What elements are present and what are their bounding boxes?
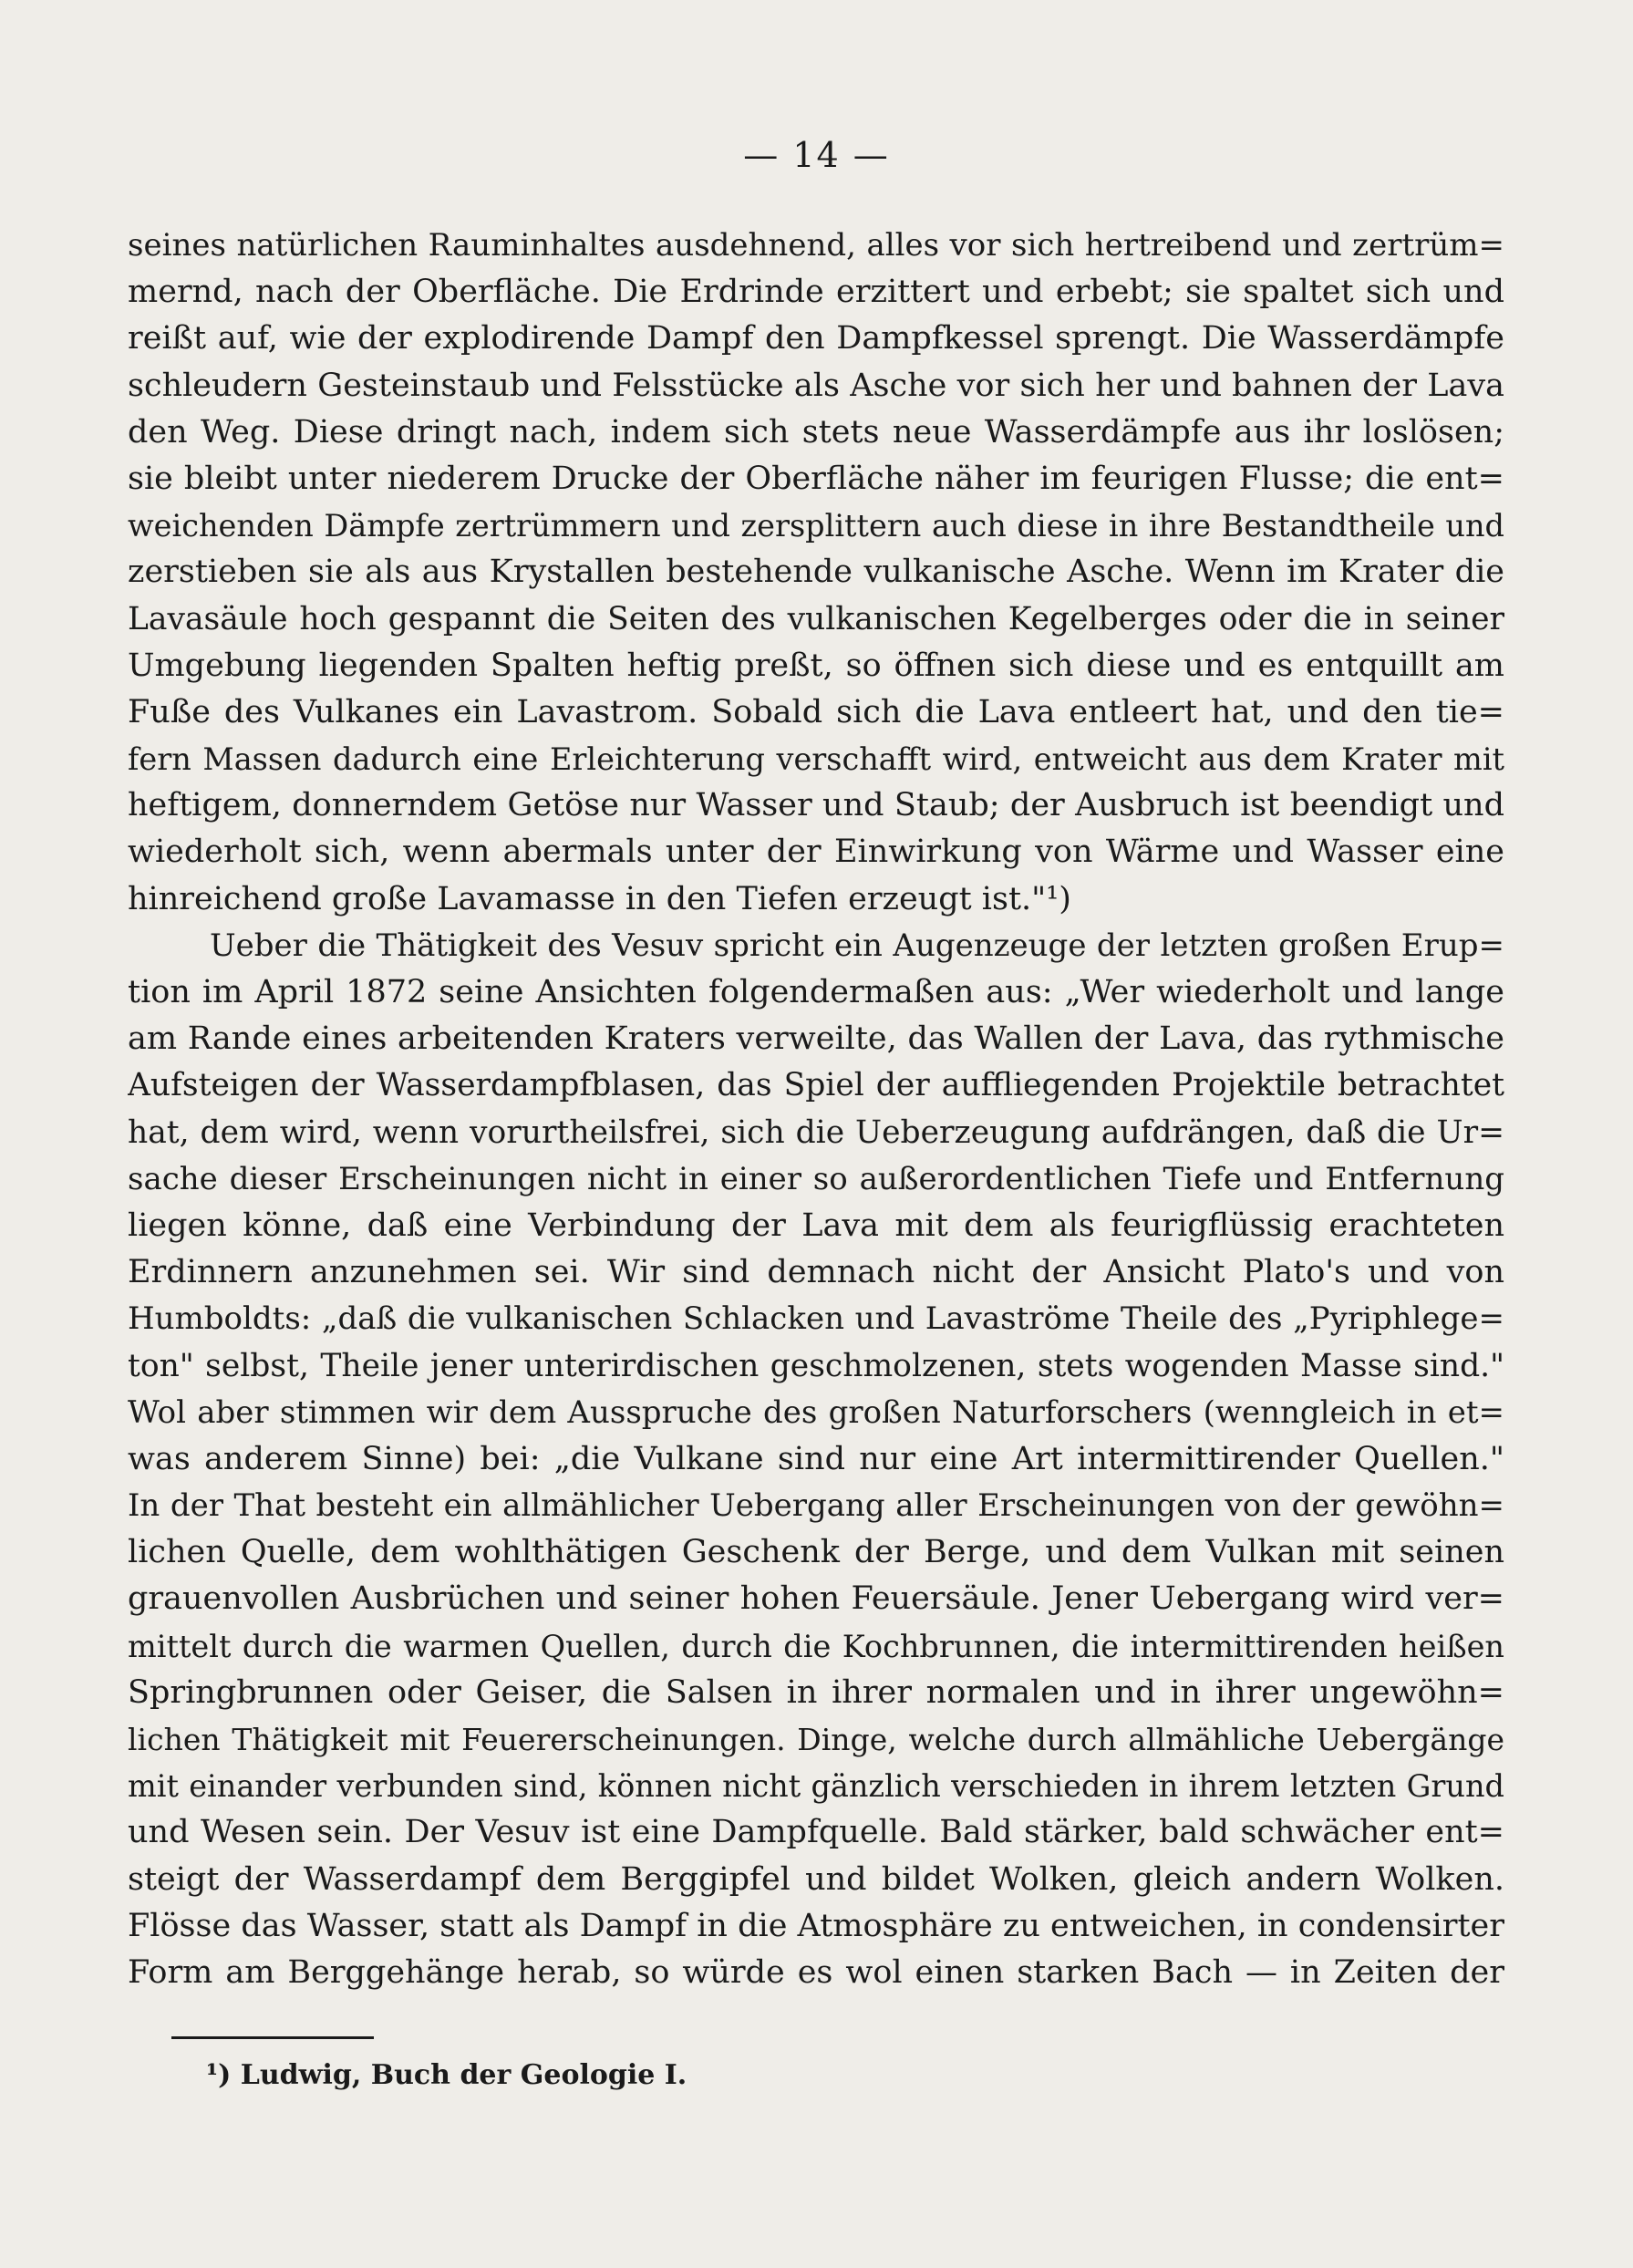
text-line: den Weg. Diese dringt nach, indem sich stets neue Wasserdämpfe aus ihr loslösen; xyxy=(128,413,1504,450)
footnote-rule xyxy=(171,2036,374,2039)
text-line: In der That besteht ein allmählicher Uebergang aller Erscheinungen von der gewöhn= xyxy=(128,1487,1504,1525)
footnote: ¹) Ludwig, Buch der Geologie I. xyxy=(206,2059,687,2091)
text-line: hinreichend große Lavamasse in den Tiefen erzeugt ist."¹) xyxy=(128,880,1071,917)
text-line: Aufsteigen der Wasserdampfblasen, das Spiel der auffliegenden Projektile betrachtet xyxy=(128,1067,1504,1104)
text-line: Wol aber stimmen wir dem Ausspruche des großen Naturforschers (wenngleich in et= xyxy=(128,1393,1504,1431)
text-line: lichen Quelle, dem wohlthätigen Geschenk der Berge, und dem Vulkan mit seinen xyxy=(128,1534,1504,1571)
text-line: Lavasäule hoch gespannt die Seiten des vulkanischen Kegelberges oder die in seiner xyxy=(128,600,1504,637)
text-line: Humboldts: „daß die vulkanischen Schlacken und Lavaströme Theile des „Pyriphlege= xyxy=(128,1300,1504,1338)
text-line: sache dieser Erscheinungen nicht in einer so außerordentlichen Tiefe und Entfernung xyxy=(128,1160,1504,1197)
text-line: ton" selbst, Theile jener unterirdischen geschmolzenen, stets wogenden Masse sind." xyxy=(128,1347,1504,1384)
text-line: liegen könne, daß eine Verbindung der Lava mit dem als feurigflüssig erachteten xyxy=(128,1206,1504,1244)
text-line: reißt auf, wie der explodirende Dampf den Dampfkessel sprengt. Die Wasserdämpfe xyxy=(128,320,1504,357)
text-line: am Rande eines arbeitenden Kraters verweilte, das Wallen der Lava, das rythmische xyxy=(128,1020,1504,1058)
text-line: Flösse das Wasser, statt als Dampf in die Atmosphäre zu entweichen, in condensirter xyxy=(128,1907,1504,1944)
text-line: tion im April 1872 seine Ansichten folgendermaßen aus: „Wer wiederholt und lange xyxy=(128,974,1504,1010)
text-line: hat, dem wird, wenn vorurtheilsfrei, sich die Ueberzeugung aufdrängen, daß die Ur= xyxy=(128,1113,1504,1151)
text-line: grauenvollen Ausbrüchen und seiner hohen Feuersäule. Jener Uebergang wird ver= xyxy=(128,1580,1504,1618)
text-line: Springbrunnen oder Geiser, die Salsen in ihrer normalen und in ihrer ungewöhn= xyxy=(128,1673,1504,1711)
text-line: was anderem Sinne) bei: „die Vulkane sind nur eine Art intermittirender Quellen." xyxy=(128,1440,1504,1477)
text-line: Ueber die Thätigkeit des Vesuv spricht ein Augenzeuge der letzten großen Erup= xyxy=(210,927,1504,964)
text-line: mernd, nach der Oberfläche. Die Erdrinde erzittert und erbebt; sie spaltet sich und xyxy=(128,274,1504,311)
text-line: Fuße des Vulkanes ein Lavastrom. Sobald sich die Lava entleert hat, und den tie= xyxy=(128,693,1504,730)
text-line: fern Massen dadurch eine Erleichterung verschafft wird, entweicht aus dem Krater mit xyxy=(128,741,1504,778)
text-line: wiederholt sich, wenn abermals unter der Einwirkung von Wärme und Wasser eine xyxy=(128,834,1504,871)
text-line: schleudern Gesteinstaub und Felsstücke als Asche vor sich her und bahnen der Lava xyxy=(128,367,1504,404)
text-line: zerstieben sie als aus Krystallen bestehende vulkanische Asche. Wenn im Krater die xyxy=(128,554,1504,591)
text-line: weichenden Dämpfe zertrümmern und zersplittern auch diese in ihre Bestandtheile und xyxy=(128,508,1504,544)
body-text xyxy=(128,223,1504,1996)
page-number: — 14 — xyxy=(743,135,890,175)
text-line: heftigem, donnerndem Getöse nur Wasser und Staub; der Ausbruch ist beendigt und xyxy=(128,787,1504,824)
text-line: Form am Berggehänge herab, so würde es wol einen starken Bach — in Zeiten der xyxy=(128,1953,1504,1991)
text-line: mit einander verbunden sind, können nicht gänzlich verschieden in ihrem letzten Grund xyxy=(128,1768,1504,1805)
text-line: sie bleibt unter niederem Drucke der Oberfläche näher im feurigen Flusse; die ent= xyxy=(128,460,1504,497)
text-line: und Wesen sein. Der Vesuv ist eine Dampfquelle. Bald stärker, bald schwächer ent= xyxy=(128,1814,1504,1851)
text-line: lichen Thätigkeit mit Feuererscheinungen. Dinge, welche durch allmähliche Uebergänge xyxy=(128,1722,1504,1757)
text-line: steigt der Wasserdampf dem Berggipfel und bildet Wolken, gleich andern Wolken. xyxy=(128,1860,1504,1898)
text-line: seines natürlichen Rauminhaltes ausdehnend, alles vor sich hertreibend und zertrüm= xyxy=(128,227,1504,264)
text-line: Umgebung liegenden Spalten heftig preßt, so öffnen sich diese und es entquillt am xyxy=(128,647,1504,684)
text-line: mittelt durch die warmen Quellen, durch die Kochbrunnen, die intermittirenden heißen xyxy=(128,1628,1504,1664)
text-line: Erdinnern anzunehmen sei. Wir sind demnach nicht der Ansicht Plato's und von xyxy=(128,1254,1504,1291)
